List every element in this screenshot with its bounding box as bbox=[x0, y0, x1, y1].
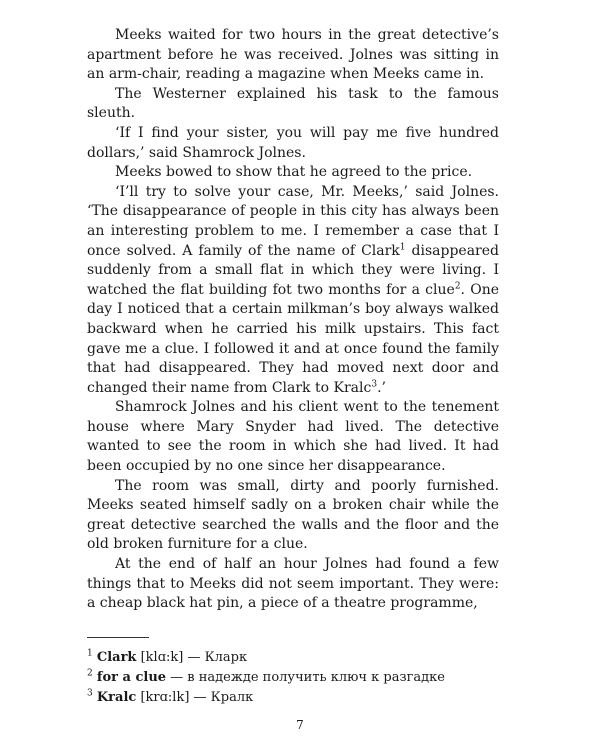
paragraph-text: The room was small, dirty and poorly furnished. Meeks seated himself sadly on a broken chair while the great detective searched the walls and the floor and the old broken furniture for a clue. bbox=[87, 477, 499, 553]
footnote bbox=[87, 668, 499, 688]
paragraph bbox=[87, 398, 499, 476]
paragraph-text: Shamrock Jolnes and his client went to the tenement house where Mary Snyder had lived. The detective wanted to see the room in which she had lived. It had been occupied by no one since her disappearance. bbox=[87, 399, 499, 475]
paragraph-text: Meeks bowed to show that he agreed to the price. bbox=[115, 164, 473, 181]
footnote-marker: 3 bbox=[371, 379, 378, 390]
footnote-translation: [krɑ:lk] — Кралк bbox=[136, 690, 254, 705]
paragraph-text: .’ bbox=[377, 379, 386, 396]
paragraph-text: Meeks waited for two hours in the great detective’s apartment before he was received. Jolnes was sitting in an arm-chair, reading a magazine when Meeks came in. bbox=[87, 27, 499, 83]
footnote-marker: 2 bbox=[454, 281, 461, 292]
paragraph bbox=[87, 124, 499, 163]
footnote-number: 1 bbox=[87, 648, 93, 659]
footnote-number: 3 bbox=[87, 688, 93, 699]
body-text bbox=[87, 26, 499, 614]
footnote-term: Clark bbox=[96, 650, 137, 665]
footnotes bbox=[87, 648, 499, 708]
footnote-translation: — в надежде получить ключ к разгадке bbox=[166, 670, 445, 685]
paragraph-text: ‘If I find your sister, you will pay me five hundred dollars,’ said Shamrock Jolnes. bbox=[87, 124, 499, 161]
footnote bbox=[87, 688, 499, 708]
paragraph-text: disappeared suddenly from a small flat in which they were living. I watched the flat building fot two months for a clue bbox=[87, 242, 499, 298]
paragraph-text: The Westerner explained his task to the famous sleuth. bbox=[87, 85, 499, 122]
paragraph bbox=[87, 477, 499, 555]
footnote-divider bbox=[87, 637, 149, 638]
paragraph-text: . One day I noticed that a certain milkman’s boy always walked backward when he carried his milk upstairs. This fact gave me a clue. I followed it and at once found the family that had disappeared. They had moved next door and changed their name from Clark to Kralc bbox=[87, 281, 500, 396]
footnote-number: 2 bbox=[87, 668, 93, 679]
footnote-term: for a clue bbox=[96, 670, 167, 685]
footnote bbox=[87, 648, 499, 668]
paragraph bbox=[87, 85, 499, 124]
paragraph-text: At the end of half an hour Jolnes had found a few things that to Meeks did not seem important. They were: a cheap black hat pin, a piece of a theatre programme, bbox=[87, 556, 499, 612]
paragraph bbox=[87, 183, 499, 399]
paragraph bbox=[87, 163, 499, 183]
footnote-term: Kralc bbox=[96, 690, 137, 705]
footnote-translation: [klɑ:k] — Кларк bbox=[136, 650, 248, 665]
paragraph bbox=[87, 555, 499, 614]
footnote-marker: 1 bbox=[399, 241, 406, 252]
paragraph-text: ‘I’ll try to solve your case, Mr. Meeks,’ said Jolnes. ‘The disappearance of people in this city has always been an interesting problem to me. I remember a case that I once solved. A family of the name of Clark bbox=[87, 183, 499, 259]
page-number: 7 bbox=[296, 718, 304, 732]
paragraph bbox=[87, 26, 499, 85]
